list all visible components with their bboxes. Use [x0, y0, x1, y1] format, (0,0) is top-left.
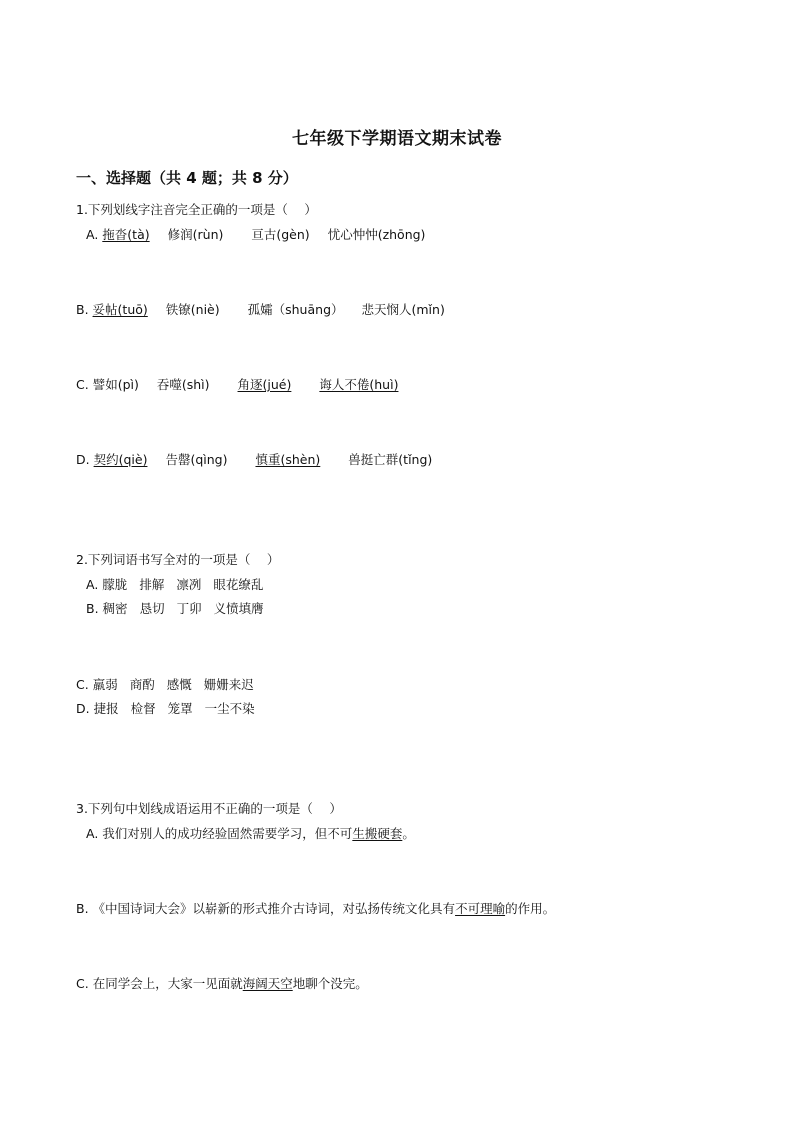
- option-word: 契约(qiè): [93, 452, 148, 467]
- option-word: 修润(rùn): [167, 227, 224, 242]
- q2-option-d: [76, 700, 267, 718]
- question-2-stem: 2.下列词语书写全对的一项是（ ）: [76, 552, 280, 567]
- option-label: C.: [76, 377, 89, 392]
- option-word: 妥帖(tuō): [92, 302, 148, 317]
- option-word: 眼花缭乱: [213, 577, 264, 592]
- option-word: 告罄(qìng): [165, 452, 228, 467]
- q1-option-b: [76, 301, 445, 319]
- option-word: 铁镣(niè): [165, 302, 220, 317]
- option-word: 悲天悯人(mǐn): [361, 302, 445, 317]
- option-word: 羸弱: [92, 677, 118, 692]
- q2-option-b: [86, 600, 276, 618]
- q2-option-a: [86, 576, 275, 594]
- q3-option-b: [76, 900, 555, 918]
- option-word: 亘古(gèn): [251, 227, 310, 242]
- option-word: 稠密: [102, 601, 128, 616]
- sentence-post: 。: [402, 826, 415, 841]
- option-word: 姗姗来迟: [203, 677, 254, 692]
- option-word: 诲人不倦(huì): [319, 377, 399, 392]
- option-label: B.: [86, 601, 99, 616]
- option-word: 捷报: [93, 701, 119, 716]
- section-heading: 一、选择题（共 4 题；共 8 分）: [76, 169, 298, 187]
- option-word: 凛冽: [176, 577, 202, 592]
- option-word: 感慨: [166, 677, 192, 692]
- underlined-idiom: 生搬硬套: [352, 826, 403, 841]
- option-word: 吞噬(shì): [156, 377, 210, 392]
- sentence-post: 地聊个没完。: [292, 976, 368, 991]
- q2-option-c: [76, 676, 266, 694]
- option-word: 排解: [139, 577, 165, 592]
- question-1-stem: 1.下列划线字注音完全正确的一项是（ ）: [76, 202, 317, 217]
- option-label: D.: [76, 701, 90, 716]
- option-word: 慎重(shèn): [255, 452, 321, 467]
- option-word: 角逐(jué): [237, 377, 292, 392]
- question-3-stem: 3.下列句中划线成语运用不正确的一项是（ ）: [76, 801, 342, 816]
- option-word: 恳切: [139, 601, 165, 616]
- q3-option-a: [86, 825, 415, 843]
- underlined-idiom: 不可理喻: [455, 901, 506, 916]
- option-word: 笼罩: [167, 701, 193, 716]
- q3-option-c: [76, 975, 368, 993]
- q1-option-c: [76, 376, 398, 394]
- option-label: D.: [76, 452, 90, 467]
- option-word: 朦胧: [102, 577, 128, 592]
- q1-option-d: [76, 451, 432, 469]
- option-label: A.: [86, 826, 99, 841]
- option-label: C.: [76, 976, 89, 991]
- option-word: 孤孀（shuāng）: [247, 302, 344, 317]
- option-word: 忧心忡忡(zhōng): [327, 227, 426, 242]
- option-word: 检督: [130, 701, 156, 716]
- option-word: 商酌: [129, 677, 155, 692]
- option-label: A.: [86, 227, 99, 242]
- option-word: 义愤填膺: [213, 601, 264, 616]
- exam-title: 七年级下学期语文期末试卷: [292, 129, 502, 149]
- option-label: B.: [76, 901, 89, 916]
- option-label: A.: [86, 577, 99, 592]
- option-word: 丁卯: [176, 601, 202, 616]
- option-word: 拖沓(tà): [102, 227, 150, 242]
- sentence-pre: 《中国诗词大会》以崭新的形式推介古诗词，对弘扬传统文化具有: [92, 901, 456, 916]
- sentence-pre: 我们对别人的成功经验固然需要学习，但不可: [102, 826, 353, 841]
- underlined-idiom: 海阔天空: [242, 976, 293, 991]
- q1-option-a: [86, 226, 425, 244]
- sentence-post: 的作用。: [505, 901, 556, 916]
- option-word: 兽挺亡群(tǐng): [348, 452, 433, 467]
- sentence-pre: 在同学会上，大家一见面就: [92, 976, 243, 991]
- option-word: 譬如(pì): [92, 377, 139, 392]
- option-word: 一尘不染: [204, 701, 255, 716]
- option-label: C.: [76, 677, 89, 692]
- option-label: B.: [76, 302, 89, 317]
